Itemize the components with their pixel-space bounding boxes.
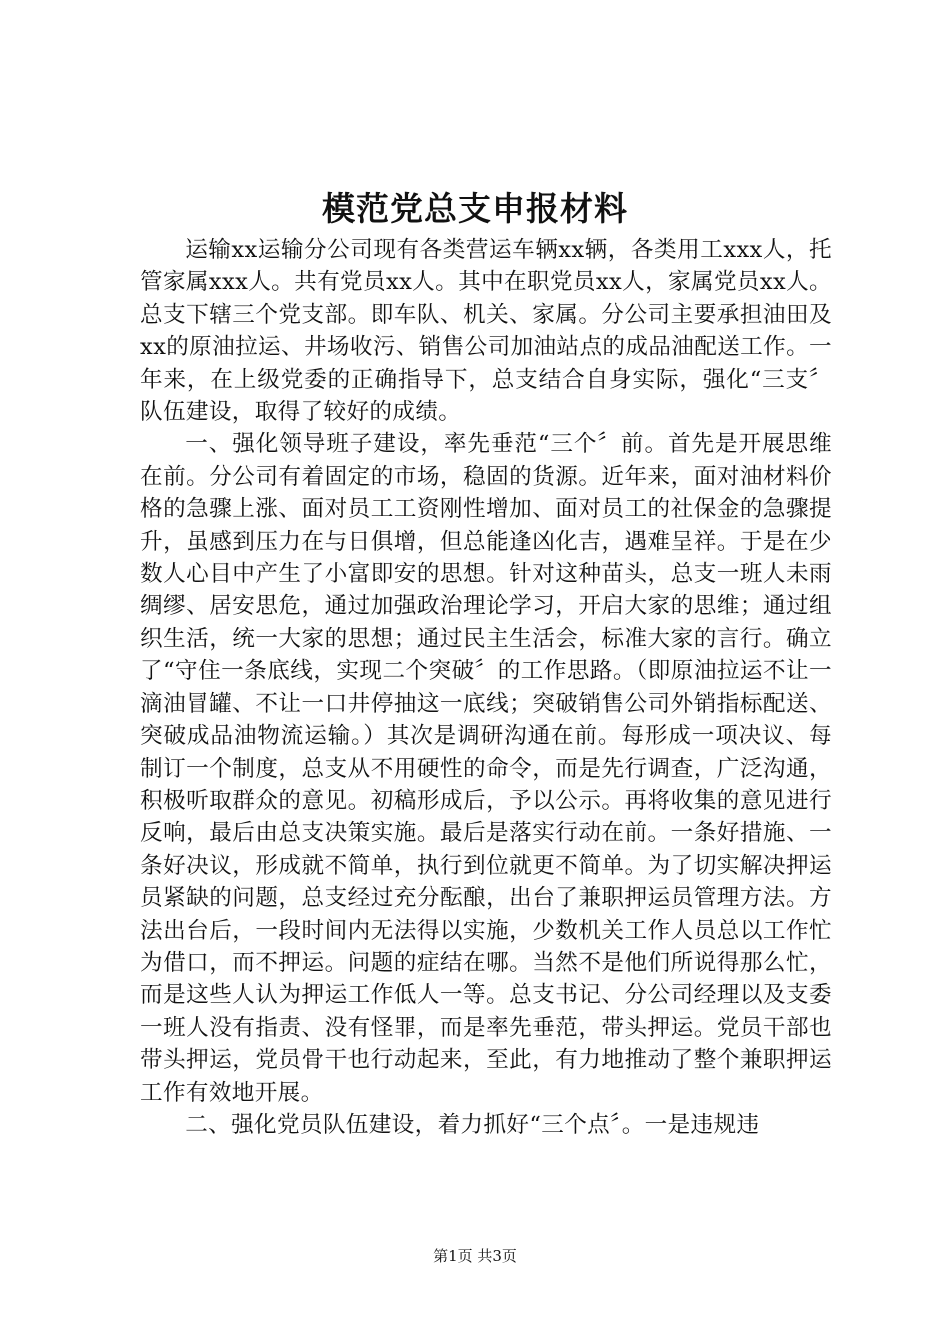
document-body bbox=[140, 234, 832, 1141]
paragraph-section-two: 二、强化党员队伍建设，着力抓好“三个点〞。一是违规违 bbox=[185, 1111, 760, 1138]
paragraph-section-one: 一、强化领导班子建设，率先垂范“三个〞前。首先是开展思维在前。分公司有着固定的市场，稳固的货源。近年来，面对油材料价格的急骤上涨、面对员工工资刚性增加、面对员工的社保金的急骤提升，虽感到压力在与日俱增，但总能逢凶化吉，遇难呈祥。于是在少数人心目中产生了小富即安的思想。针对这种苗头，总支一班人未雨绸缪、居安思危，通过加强政治理论学习，开启大家的思维；通过组织生活，统一大家的思想；通过民主生活会，标准大家的言行。确立了“守住一条底线，实现二个突破〞的工作思路。（即原油拉运不让一滴油冒罐、不让一口井停抽这一底线；突破销售公司外销指标配送、突破成品油物流运输。）其次是调研沟通在前。每形成一项决议、每制订一个制度，总支从不用硬性的命令，而是先行调查，广泛沟通，积极听取群众的意见。初稿形成后，予以公示。再将收集的意见进行反响，最后由总支决策实施。最后是落实行动在前。一条好措施、一条好决议，形成就不简单，执行到位就更不简单。为了切实解决押运员紧缺的问题，总支经过充分酝酿，出台了兼职押运员管理方法。方法出台后，一段时间内无法得以实施，少数机关工作人员总以工作忙为借口，而不押运。问题的症结在哪。当然不是他们所说得那么忙，而是这些人认为押运工作低人一等。总支书记、分公司经理以及支委一班人没有指责、没有怪罪，而是率先垂范，带头押运。党员干部也带头押运，党员骨干也行动起来，至此，有力地推动了整个兼职押运工作有效地开展。 bbox=[140, 431, 832, 1106]
paragraph-intro: 运输xx运输分公司现有各类营运车辆xx辆，各类用工xxx人，托管家属xxx人。共有党员xx人。其中在职党员xx人，家属党员xx人。总支下辖三个党支部。即车队、机关、家属。分公司主要承担油田及xx的原油拉运、井场收污、销售公司加油站点的成品油配送工作。一年来，在上级党委的正确指导下，总支结合自身实际，强化“三支〞队伍建设，取得了较好的成绩。 bbox=[140, 237, 832, 426]
document-title: 模范党总支申报材料 bbox=[322, 189, 628, 228]
page-number-footer: 第1页 共3页 bbox=[433, 1247, 517, 1265]
